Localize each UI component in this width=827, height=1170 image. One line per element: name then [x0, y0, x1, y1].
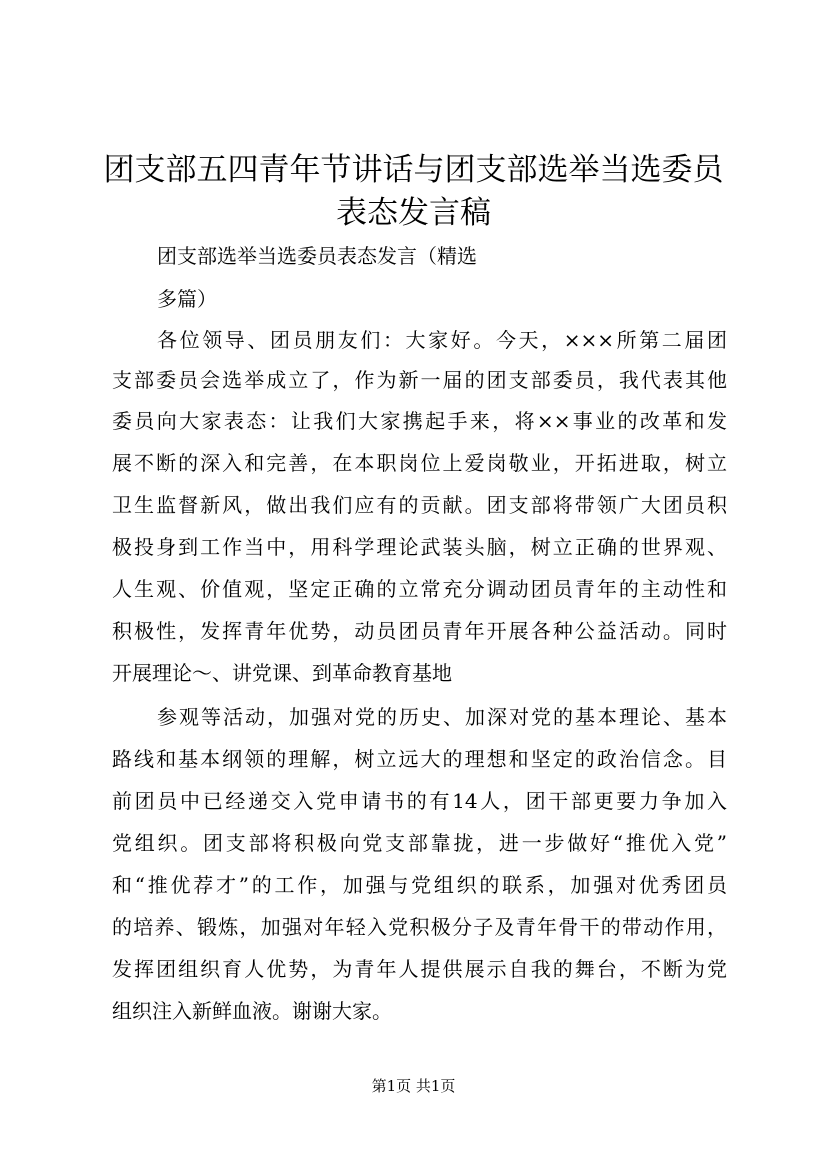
paragraph-2-line: 发挥团组织育人优势，为青年人提供展示自我的舞台，不断为党: [112, 957, 727, 981]
document-title-line-1: 团支部五四青年节讲话与团支部选举当选委员: [103, 152, 724, 188]
paragraph-1-line: 极投身到工作当中，用科学理论武装头脑，树立正确的世界观、: [112, 535, 727, 559]
paragraph-2-line: 和“推优荐才”的工作，加强与党组织的联系，加强对优秀团员: [112, 873, 727, 897]
paragraph-2-line: 党组织。团支部将积极向党支部靠拢，进一步做好“推优入党”: [112, 831, 727, 855]
paragraph-2-line: 路线和基本纲领的理解，树立远大的理想和坚定的政治信念。目: [112, 747, 727, 771]
paragraph-1-line: 支部委员会选举成立了，作为新一届的团支部委员，我代表其他: [112, 368, 727, 392]
paragraph-2-line: 前团员中已经递交入党申请书的有14人，团干部更要力争加入: [112, 789, 727, 813]
paragraph-1-line: 委员向大家表态：让我们大家携起手来，将××事业的改革和发: [112, 409, 727, 433]
paragraph-1-line: 人生观、价值观，坚定正确的立常充分调动团员青年的主动性和: [112, 577, 727, 601]
paragraph-1-line: 积极性，发挥青年优势，动员团员青年开展各种公益活动。同时: [112, 619, 727, 643]
document-title-line-2: 表态发言稿: [336, 195, 491, 231]
subtitle-line-2: 多篇）: [157, 287, 217, 311]
paragraph-2-line: 参观等活动，加强对党的历史、加深对党的基本理论、基本: [157, 705, 727, 729]
page-footer: 第1页 共1页: [371, 1077, 456, 1095]
paragraph-1-line: 各位领导、团员朋友们：大家好。今天，×××所第二届团: [157, 328, 727, 352]
paragraph-1-line: 展不断的深入和完善，在本职岗位上爱岗敬业，开拓进取，树立: [112, 451, 727, 475]
subtitle-line-1: 团支部选举当选委员表态发言（精选: [157, 244, 477, 268]
paragraph-2-line: 组织注入新鲜血液。谢谢大家。: [112, 999, 392, 1023]
paragraph-2-line: 的培养、锻炼，加强对年轻入党积极分子及青年骨干的带动作用，: [112, 915, 727, 939]
paragraph-1-line: 卫生监督新风，做出我们应有的贡献。团支部将带领广大团员积: [112, 493, 727, 517]
paragraph-1-line: 开展理论～、讲党课、到革命教育基地: [112, 661, 452, 685]
